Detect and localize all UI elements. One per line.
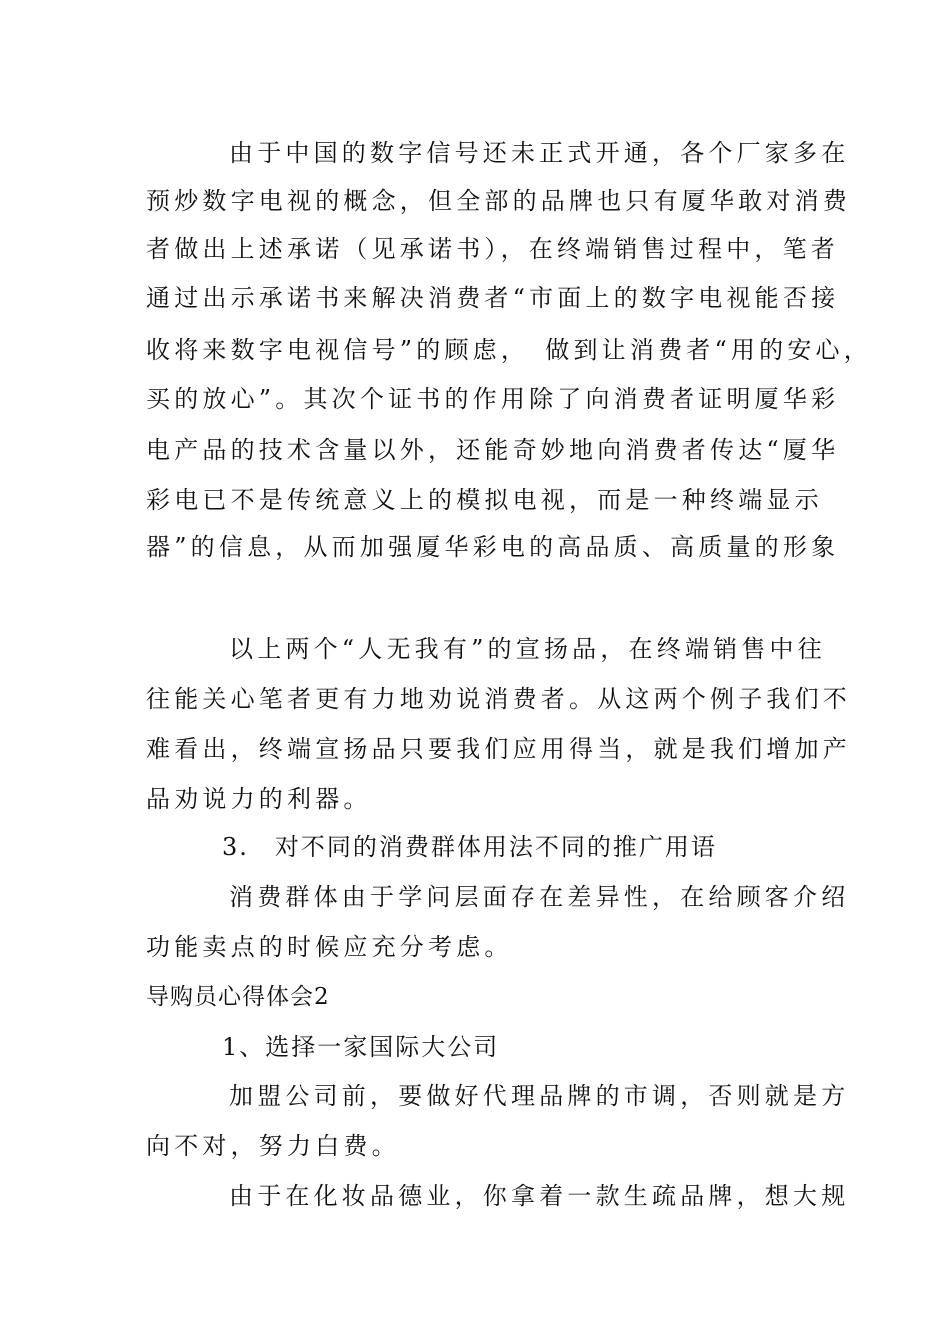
paragraph-1-line-8: 彩电已不是传统意义上的模拟电视，而是一种终端显示	[146, 486, 823, 514]
paragraph-1-line-4: 通过出示承诺书来解决消费者“市面上的数字电视能否接	[146, 284, 840, 312]
paragraph-1-line-1: 由于中国的数字信号还未正式开通，各个厂家多在	[229, 139, 850, 167]
numbered-item-1: 1、选择一家国际大公司	[222, 1033, 500, 1061]
paragraph-1-line-7: 电产品的技术含量以外，还能奇妙地向消费者传达“厦华	[146, 436, 840, 464]
paragraph-1-line-3: 者做出上述承诺（见承诺书），在终端销售过程中，笔者	[146, 235, 839, 263]
paragraph-1-line-5: 收将来数字电视信号”的顾虑， 做到让消费者“用的安心，	[146, 336, 872, 364]
paragraph-2-line-1: 以上两个“人无我有”的宣扬品，在终端销售中往	[229, 635, 826, 663]
paragraph-1-line-2: 预炒数字电视的概念，但全部的品牌也只有厦华敢对消费	[146, 187, 851, 215]
paragraph-1-line-9: 器”的信息，从而加强厦华彩电的高品质、高质量的形象	[146, 533, 840, 561]
paragraph-2-line-3: 难看出，终端宣扬品只要我们应用得当，就是我们增加产	[146, 735, 851, 763]
paragraph-1-line-6: 买的放心”。其次个证书的作用除了向消费者证明厦华彩	[146, 385, 840, 413]
paragraph-3-line-1: 消费群体由于学问层面存在差异性，在给顾客介绍	[229, 883, 850, 911]
numbered-item-3: 3. 对不同的消费群体用法不同的推广用语	[222, 833, 717, 861]
section-heading: 导购员心得体会2	[146, 984, 330, 1010]
paragraph-2-line-4: 品劝说力的利器。	[146, 785, 372, 813]
paragraph-5-line-1: 由于在化妆品德业，你拿着一款生疏品牌，想大规	[229, 1182, 850, 1210]
paragraph-2-line-2: 往能关心笔者更有力地劝说消费者。从这两个例子我们不	[146, 685, 851, 713]
paragraph-4-line-1: 加盟公司前，要做好代理品牌的市调，否则就是方	[229, 1082, 850, 1110]
paragraph-3-line-2: 功能卖点的时候应充分考虑。	[146, 933, 513, 961]
paragraph-4-line-2: 向不对，努力白费。	[146, 1132, 400, 1160]
